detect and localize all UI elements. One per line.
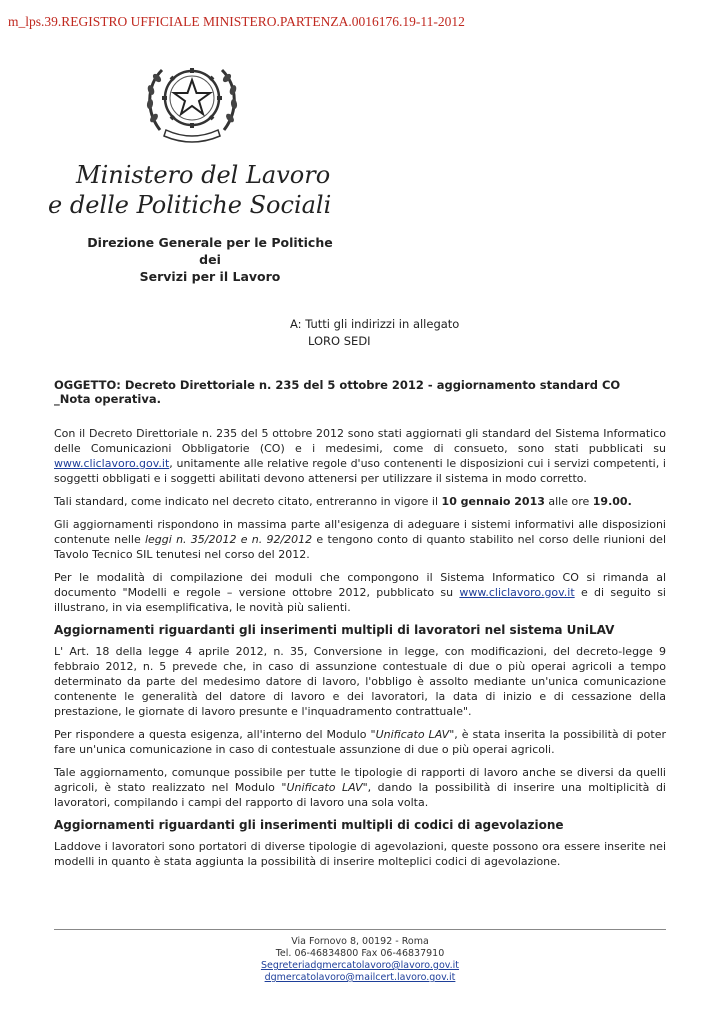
registry-stamp: m_lps.39.REGISTRO UFFICIALE MINISTERO.PARTENZA.0016176.19-11-2012 bbox=[8, 14, 465, 29]
section-heading-agevolazione: Aggiornamenti riguardanti gli inserimenti multipli di codici di agevolazione bbox=[54, 818, 564, 832]
paragraph-1 bbox=[54, 426, 666, 486]
paragraph-7-text-a: Tale aggiornamento, comunque possibile per tutte le tipologie di rapporti di lavoro anche se diversi da quelli agricoli, è stato realizzato nel Modulo " bbox=[54, 766, 666, 794]
italian-republic-emblem-icon bbox=[140, 52, 244, 152]
letter-body bbox=[54, 426, 666, 877]
recipient-line1: A: Tutti gli indirizzi in allegato bbox=[290, 317, 460, 331]
footer bbox=[190, 936, 530, 984]
subject-label: OGGETTO: bbox=[54, 378, 121, 392]
module-name-1: Unificato LAV bbox=[375, 728, 450, 741]
paragraph-2-text-a: Tali standard, come indicato nel decreto citato, entreranno in vigore il bbox=[54, 495, 442, 508]
footer-email-pec[interactable]: dgmercatolavoro@mailcert.lavoro.gov.it bbox=[264, 972, 456, 983]
direzione-line1: Direzione Generale per le Politiche dei bbox=[87, 235, 333, 267]
subject-text: Decreto Direttoriale n. 235 del 5 ottobre 2012 - aggiornamento standard CO _Nota operativa. bbox=[54, 378, 621, 406]
direzione-generale bbox=[80, 234, 340, 285]
direzione-line2: Servizi per il Lavoro bbox=[139, 269, 281, 284]
paragraph-7 bbox=[54, 765, 666, 810]
paragraph-6-text-a: Per rispondere a questa esigenza, all'interno del Modulo " bbox=[54, 728, 376, 741]
footer-phone: Tel. 06-46834800 Fax 06-46837910 bbox=[275, 948, 445, 959]
ministry-name-line2: e delle Politiche Sociali bbox=[48, 191, 332, 219]
paragraph-4-text-a: Per le modalità di compilazione dei moduli che compongono il Sistema Informatico CO si rimanda al documento "Modelli e regole – versione ottobre 2012, pubblicato su bbox=[54, 571, 666, 599]
cliclavoro-link-2[interactable]: www.cliclavoro.gov.it bbox=[459, 586, 575, 599]
paragraph-5: L' Art. 18 della legge 4 aprile 2012, n. 35, Conversione in legge, con modificazioni, del decreto-legge 9 febbraio 2012, n. 5 prevede che, in caso di assunzione contestuale di due o più operai agricoli a tempo determinato da parte del medesimo datore di lavoro, l'obbligo è assolto mediante un'unica comunicazione contenente le generalità del datore di lavoro e dei lavoratori, la data di inizio e di cessazione della prestazione, le giornate di lavoro presunte e l'inquadramento contrattuale". bbox=[54, 645, 666, 718]
paragraph-7-text-b: ", dando la possibilità di inserire una moltiplicità di lavoratori, compilando i campi del rapporto di lavoro una sola volta. bbox=[54, 781, 666, 809]
laws-reference: leggi n. 35/2012 e n. 92/2012 bbox=[144, 533, 313, 546]
paragraph-6-text-b: ", è stata inserita la possibilità di poter fare un'unica comunicazione in caso di contestuale assunzione di due o più operai agricoli. bbox=[54, 728, 666, 756]
ministry-name-line1: Ministero del Lavoro bbox=[76, 161, 331, 189]
footer-email-segreteria[interactable]: Segreteriadgmercatolavoro@lavoro.gov.it bbox=[260, 960, 460, 971]
paragraph-6 bbox=[54, 727, 666, 757]
effective-time: 19.00. bbox=[592, 495, 632, 508]
paragraph-2 bbox=[54, 494, 666, 509]
paragraph-1-text-a: Con il Decreto Direttoriale n. 235 del 5 ottobre 2012 sono stati aggiornati gli standard del Sistema Informatico delle Comunicazioni Obbligatorie (CO) e i medesimi, come di consueto, sono stati pubblicati su bbox=[54, 427, 666, 455]
recipient-line2: LORO SEDI bbox=[308, 334, 371, 348]
footer-divider bbox=[54, 929, 666, 930]
effective-date: 10 gennaio 2013 bbox=[441, 495, 545, 508]
paragraph-4 bbox=[54, 570, 666, 615]
subject-line bbox=[54, 378, 644, 406]
paragraph-1-text-b: , unitamente alle relative regole d'uso contenenti le disposizioni cui i servizi competenti, i soggetti obbligati e i soggetti abilitati devono attenersi per utilizzare il sistema in modo corretto. bbox=[54, 457, 666, 485]
recipient-block bbox=[290, 316, 459, 350]
section-heading-unilav: Aggiornamenti riguardanti gli inserimenti multipli di lavoratori nel sistema UniLAV bbox=[54, 623, 615, 637]
paragraph-3-text-a: Gli aggiornamenti rispondono in massima parte all'esigenza di adeguare i sistemi informativi alle disposizioni contenute nelle bbox=[54, 518, 666, 546]
footer-address: Via Fornovo 8, 00192 - Roma bbox=[291, 936, 429, 947]
paragraph-8: Laddove i lavoratori sono portatori di diverse tipologie di agevolazioni, queste possono ora essere inserite nei modelli in quanto è stata aggiunta la possibilità di inserire molteplici codici di agevolazione. bbox=[54, 840, 666, 868]
ministry-name bbox=[48, 160, 348, 220]
paragraph-4-text-b: e di seguito si illustrano, in via esemplificativa, le novità più salienti. bbox=[54, 586, 666, 614]
paragraph-3 bbox=[54, 517, 666, 562]
paragraph-3-text-b: e tengono conto di quanto stabilito nel corso delle riunioni del Tavolo Tecnico SIL tenutesi nel corso del 2012. bbox=[54, 533, 667, 561]
cliclavoro-link-1[interactable]: www.cliclavoro.gov.it bbox=[54, 457, 170, 470]
module-name-2: Unificato LAV bbox=[286, 781, 363, 794]
paragraph-2-text-b: alle ore bbox=[544, 495, 593, 508]
